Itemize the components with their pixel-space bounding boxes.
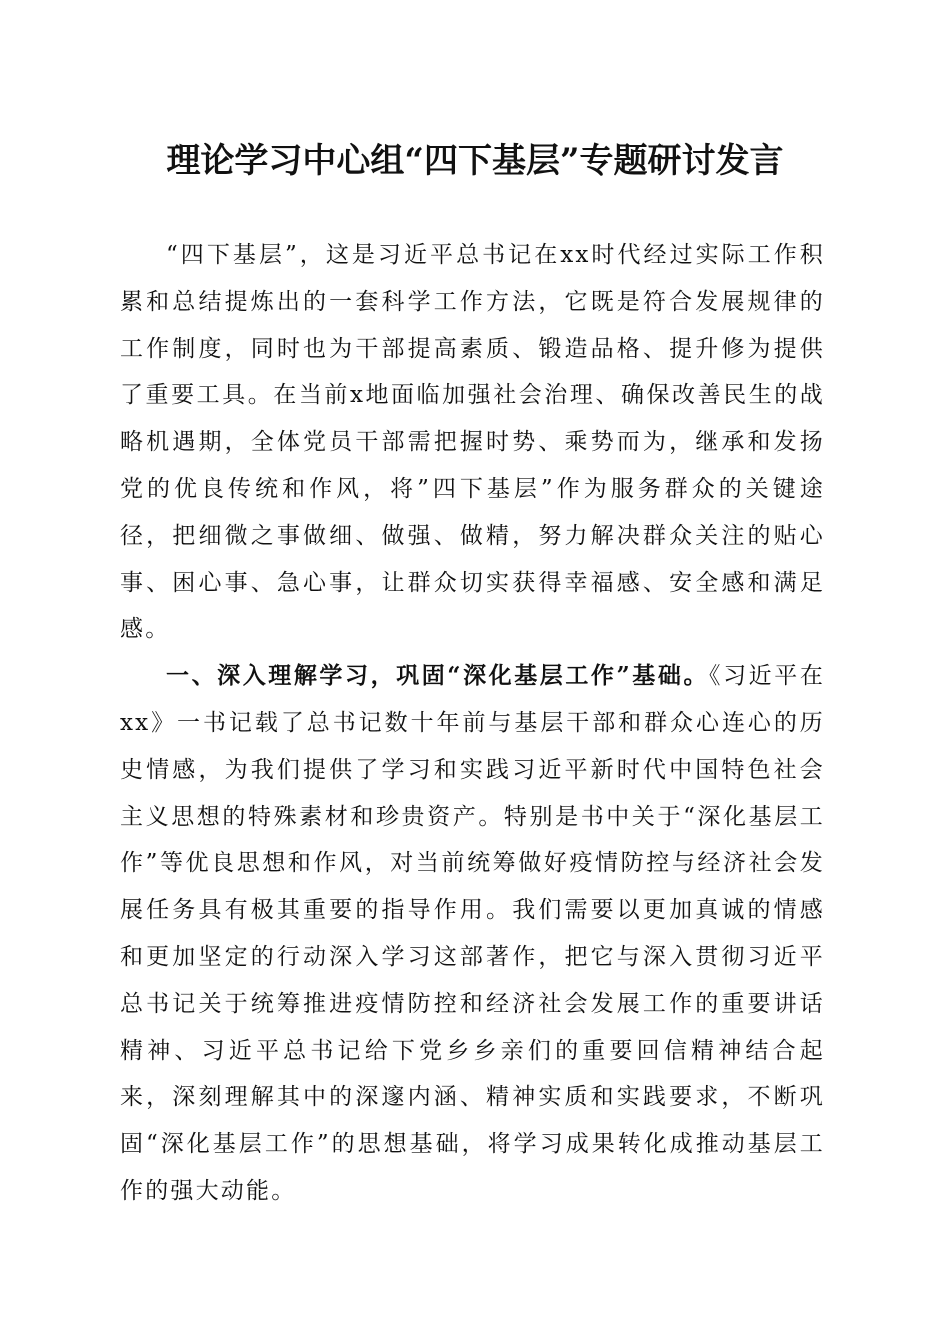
section-one-heading: 一、深入理解学习，巩固“深化基层工作”基础。 <box>166 662 710 690</box>
intro-paragraph <box>120 232 825 653</box>
section-one-text: 《习近平在xx》一书记载了总书记数十年前与基层干部和群众心连心的历史情感，为我们提供了学习和实践习近平新时代中国特色社会主义思想的特殊素材和珍贵资产。特别是书中关于“深化基层工作”等优良思想和作风，对当前统筹做好疫情防控与经济社会发展任务具有极其重要的指导作用。我们需要以更加真诚的情感和更加坚定的行动深入学习这部著作，把它与深入贯彻习近平总书记关于统筹推进疫情防控和经济社会发展工作的重要讲话精神、习近平总书记给下党乡乡亲们的重要回信精神结合起来，深刻理解其中的深邃内涵、精神实质和实践要求，不断巩固“深化基层工作”的思想基础，将学习成果转化成推动基层工作的强大动能。 <box>120 663 826 1204</box>
section-one-paragraph <box>120 653 825 1215</box>
document-body <box>120 232 825 1215</box>
intro-paragraph-text: “四下基层”，这是习近平总书记在xx时代经过实际工作积累和总结提炼出的一套科学工作方法，它既是符合发展规律的工作制度，同时也为干部提高素质、锻造品格、提升修为提供了重要工具。在当前x地面临加强社会治理、确保改善民生的战略机遇期，全体党员干部需把握时势、乘势而为，继承和发扬党的优良传统和作风，将”四下基层”作为服务群众的关键途径，把细微之事做细、做强、做精，努力解决群众关注的贴心事、困心事、急心事，让群众切实获得幸福感、安全感和满足感。 <box>120 242 825 643</box>
document-title: 理论学习中心组“四下基层”专题研讨发言 <box>166 141 784 181</box>
